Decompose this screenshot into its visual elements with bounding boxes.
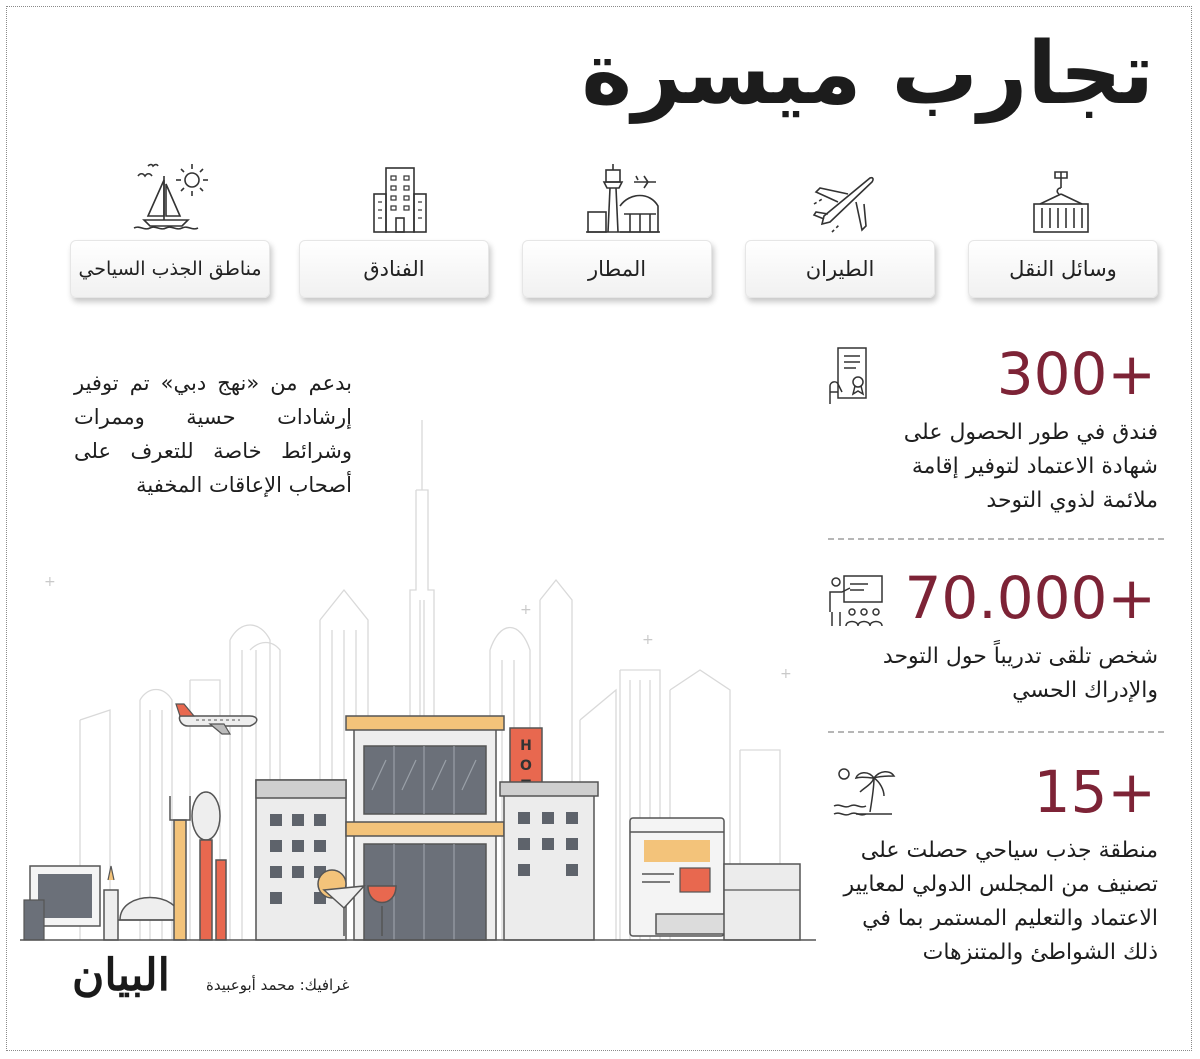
stat-description xyxy=(883,640,1158,708)
category-label: الطيران xyxy=(805,257,875,281)
category-label: الفنادق xyxy=(363,257,425,281)
category-label: وسائل النقل xyxy=(1009,257,1117,281)
side-note-text: بدعم من «نهج دبي» تم توفير إرشادات حسية وممرات وشرائط خاصة للتعرف على أصحاب الإعاقات المخفية xyxy=(74,371,352,497)
category-hotels-button[interactable] xyxy=(299,240,489,298)
stat-line: منطقة جذب سياحي حصلت على xyxy=(860,838,1158,863)
airplane-illustration xyxy=(176,704,257,734)
svg-text:+: + xyxy=(780,666,792,682)
certificate-icon xyxy=(826,346,878,406)
stat-value: 300+ xyxy=(996,340,1156,408)
svg-text:+: + xyxy=(642,632,654,648)
stat-description xyxy=(904,416,1158,518)
stat-line: الاعتماد والتعليم المستمر بما في xyxy=(862,906,1158,931)
dining-illustration xyxy=(24,792,226,940)
category-transport-button[interactable] xyxy=(968,240,1158,298)
sailboat-sun-icon xyxy=(130,160,214,234)
airport-tower-icon xyxy=(584,162,662,236)
svg-text:+: + xyxy=(520,602,532,618)
svg-text:+: + xyxy=(44,574,56,590)
low-buildings-right xyxy=(500,782,598,940)
divider xyxy=(828,731,1164,733)
stat-line: ذلك الشواطئ والمتنزهات xyxy=(922,940,1158,965)
hotel-sign-letter: O xyxy=(520,758,532,774)
stat-line: والإدراك الحسي xyxy=(1012,678,1158,703)
airplane-icon xyxy=(812,174,876,234)
stat-line: شهادة الاعتماد لتوفير إقامة xyxy=(911,454,1158,479)
browser-window-illustration xyxy=(630,818,800,940)
category-label: مناطق الجذب السياحي xyxy=(78,258,262,280)
stat-value: 15+ xyxy=(1033,758,1156,826)
page-title: تجارب ميسرة xyxy=(581,24,1154,124)
crane-container-icon xyxy=(1030,170,1092,236)
stat-line: شخص تلقى تدريباً حول التوحد xyxy=(882,644,1158,669)
stat-line: فندق في طور الحصول على xyxy=(903,420,1158,445)
albayan-logo: البيان xyxy=(72,950,170,1001)
low-buildings-left xyxy=(256,780,346,940)
stat-line: تصنيف من المجلس الدولي لمعايير xyxy=(843,872,1158,897)
sparkle-decorations xyxy=(44,574,792,682)
hotel-building-icon xyxy=(370,164,430,234)
category-airport-button[interactable] xyxy=(522,240,712,298)
stat-description xyxy=(844,834,1159,970)
category-aviation-button[interactable] xyxy=(745,240,935,298)
palm-beach-icon xyxy=(832,762,896,820)
graphic-credit: غرافيك: محمد أبوعبيدة xyxy=(206,976,350,994)
training-presentation-icon xyxy=(826,572,886,630)
stat-value: 70.000+ xyxy=(904,564,1156,632)
city-illustration xyxy=(20,420,820,944)
stat-line: ملائمة لذوي التوحد xyxy=(986,488,1158,513)
category-attractions-button[interactable] xyxy=(70,240,270,298)
category-label: المطار xyxy=(587,257,647,281)
divider xyxy=(828,538,1164,540)
hotel-sign-letter: H xyxy=(520,738,532,754)
